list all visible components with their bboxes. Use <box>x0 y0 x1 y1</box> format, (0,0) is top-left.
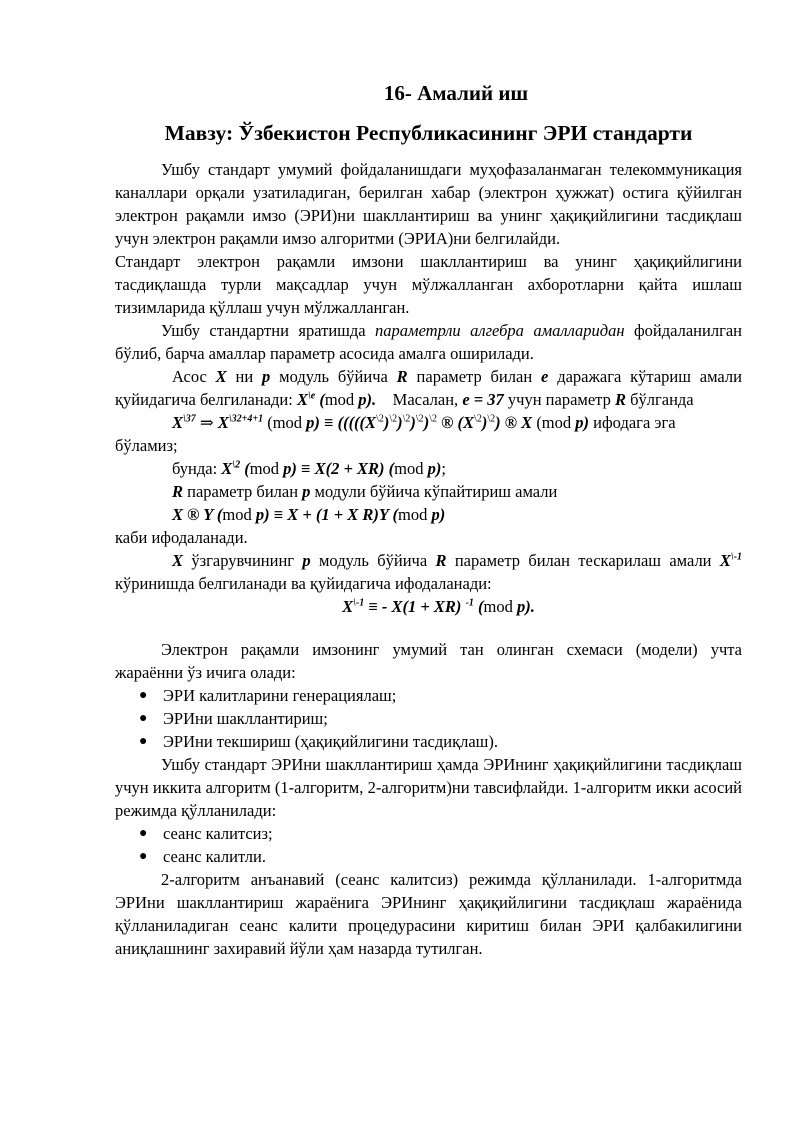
paragraph-inverse-definition <box>115 549 742 595</box>
superscript: \2 <box>389 413 398 425</box>
text-run: бўлганда <box>625 390 694 409</box>
var-x: X <box>217 413 229 432</box>
var-p: p) <box>306 413 320 432</box>
implies-symbol: ⇒ <box>195 413 218 432</box>
paragraph-standard-purpose: Стандарт электрон рақамли имзони шакллантириш ва унинг ҳақиқийлигини тасдиқлашда турли мақсадлар учун мўлжалланган ахборотларни қайта ишлаш тизимларида қўллаш учун мўлжалланган. <box>115 252 742 317</box>
formula-run: ≡ X + (1 + X R)Y ( <box>269 505 399 524</box>
superscript: -1 <box>465 597 474 609</box>
document-page <box>115 78 742 960</box>
var-x: X <box>221 459 233 478</box>
text-run: даражага кўтариш амали қуйидагича белгиланади: <box>115 367 742 409</box>
formula-run: p) <box>423 459 442 478</box>
var-x: X <box>296 390 308 409</box>
process-list <box>115 684 742 753</box>
var-p: p <box>302 482 311 501</box>
text-run: (mod <box>532 413 576 432</box>
text-run: модули бўйича кўпайтириш амали <box>310 482 558 501</box>
page-subtitle: Мавзу: Ўзбекистон Республикасининг ЭРИ стандарти <box>164 121 693 145</box>
paragraph-exponent-definition <box>115 365 742 411</box>
paragraph-intro: Ушбу стандарт умумий фойдаланишдаги муҳофазаланмаган телекоммуникация каналлари орқали узатиладиган, берилган хабар (электрон ҳужжат) остига қўйилган электрон рақамли имзо (ЭРИ)ни шакллантириш ва унинг ҳақиқийлигини тасдиқлаш учун электрон рақамли имзо алгоритми (ЭРИА)ни белгилайди. <box>115 160 742 248</box>
formula-inverse <box>115 595 742 618</box>
superscript: \e <box>307 390 316 402</box>
var-p: p) <box>575 413 590 432</box>
superscript: \2 <box>415 413 424 425</box>
superscript: \2 <box>487 413 496 425</box>
bullet-dot-icon: ● <box>139 711 148 726</box>
formula-run: ) <box>481 413 488 432</box>
bullet-dot-icon: ● <box>139 826 148 841</box>
text-run: (mod <box>263 413 307 432</box>
mod-text: mod <box>483 597 513 616</box>
mode-list <box>115 822 742 868</box>
mod-text: mod <box>398 505 428 524</box>
var-x: X <box>172 551 184 570</box>
italic-term: параметрли алгебра амалларидан <box>375 321 625 340</box>
paragraph-parametric-algebra <box>115 319 742 365</box>
list-item-text: ЭРИни шакллантириш; <box>163 709 328 728</box>
text-run: параметр билан <box>183 482 303 501</box>
paragraph-eri-model: Электрон рақамли имзонинг умумий тан олинган схемаси (модели) учта жараённи ўз ичига олади: <box>115 640 742 682</box>
text-run: ( <box>315 390 325 409</box>
formula-run: X ® Y ( <box>172 505 223 524</box>
var-x: X <box>719 551 731 570</box>
formula-run: p) <box>251 505 270 524</box>
paragraph-algorithms: Ушбу стандарт ЭРИни шакллантириш ҳамда ЭРИнинг ҳақиқийлигини тасдиқлаш учун иккита алгоритм (1-алгоритм, 2-алгоритм)ни тавсифлайди. 1-алгоритм икки асосий режимда қўлланилади: <box>115 755 742 820</box>
formula-multiplication-label <box>115 480 742 503</box>
formula-continuation: каби ифодаланади. <box>115 528 248 547</box>
formula-run: p) <box>427 505 446 524</box>
page-title: 16- Амалий иш <box>383 81 529 105</box>
formula-exponent-example <box>115 411 742 434</box>
formula-run: ≡ (((((X <box>319 413 377 432</box>
var-x: X <box>215 367 227 386</box>
var-r: R <box>614 390 626 409</box>
text-run: параметр билан <box>407 367 542 386</box>
example-value: e = 37 <box>462 390 504 409</box>
text-run: бунда: <box>172 459 222 478</box>
var-r: R <box>172 482 184 501</box>
list-item <box>115 684 742 707</box>
superscript: \32+4+1 <box>228 413 264 425</box>
superscript: \2 <box>474 413 482 425</box>
text-run: модуль бўйича <box>270 367 397 386</box>
superscript: \2 <box>402 413 411 425</box>
mod-text: mod <box>249 459 280 478</box>
formula-run: ≡ - X(1 + XR) <box>364 597 466 616</box>
var-x: X <box>172 413 184 432</box>
text-run: Асос <box>172 367 216 386</box>
var-r: R <box>435 551 447 570</box>
list-item <box>115 822 742 845</box>
text-run: Ушбу стандартни яратишда <box>161 321 376 340</box>
list-item-text: сеанс калитсиз; <box>163 824 273 843</box>
formula-run: ® (X <box>436 413 475 432</box>
text-run: фойдаланилган бўлиб, барча амаллар параметр асосида амалга оширилади. <box>115 321 742 363</box>
formula-multiplication <box>115 503 742 526</box>
formula-run: ( <box>473 597 484 616</box>
list-item <box>115 707 742 730</box>
list-item-text: ЭРИни текшириш (ҳақиқийлигини тасдиқлаш). <box>163 732 498 751</box>
superscript: \2 <box>429 413 437 425</box>
text-run: p). <box>354 390 377 409</box>
formula-run: ≡ X(2 + XR) ( <box>296 459 395 478</box>
list-item-text: сеанс калитли. <box>163 847 266 866</box>
text-run: ифодага эга <box>589 413 676 432</box>
superscript: \-1 <box>353 597 365 609</box>
bullet-dot-icon: ● <box>139 734 148 749</box>
text-run: ўзгарувчининг <box>183 551 303 570</box>
list-item <box>115 845 742 868</box>
superscript: \2 <box>376 413 384 425</box>
text-run: Масалан, <box>376 390 463 409</box>
var-r: R <box>396 367 408 386</box>
var-e: e <box>541 367 549 386</box>
list-item <box>115 730 742 753</box>
formula-run: ) <box>397 413 403 432</box>
var-x: X <box>342 597 354 616</box>
superscript: \2 <box>232 459 241 471</box>
mod-text: mod <box>324 390 355 409</box>
text-run: кўринишда белгиланади ва қуйидагича ифодаланади: <box>115 574 492 593</box>
mod-text: mod <box>394 459 424 478</box>
formula-run: p). <box>512 597 535 616</box>
formula-continuation: бўламиз; <box>115 436 178 455</box>
formula-run: ) ® X <box>495 413 533 432</box>
list-item-text: ЭРИ калитларини генерациялаш; <box>163 686 397 705</box>
text-run: ни <box>226 367 263 386</box>
text-run: ; <box>441 459 446 478</box>
var-p: p <box>302 551 311 570</box>
text-run: учун параметр <box>503 390 615 409</box>
bullet-dot-icon: ● <box>139 688 148 703</box>
formula-run: ( <box>240 459 250 478</box>
formula-run: p) <box>279 459 297 478</box>
formula-run: ) <box>410 413 416 432</box>
formula-run: ) <box>383 413 390 432</box>
var-p: p <box>262 367 271 386</box>
text-run: модуль бўйича <box>310 551 436 570</box>
formula-square <box>115 457 742 480</box>
paragraph-algorithm-2: 2-алгоритм анъанавий (сеанс калитсиз) режимда қўлланилади. 1-алгоритмда ЭРИни шакллантириш жараёнига ЭРИнинг ҳақиқийлигини тасдиқлаш жараёнида қўлланиладиган сеанс калити процедурасини киритиш билан ЭРИ қалбакилигини аниқлашнинг захиравий йўли ҳам назарда тутилган. <box>115 870 742 958</box>
bullet-dot-icon: ● <box>139 849 148 864</box>
text-run: параметр билан тескарилаш амали <box>446 551 720 570</box>
superscript: \-1 <box>730 551 742 563</box>
superscript: \37 <box>183 413 196 425</box>
mod-text: mod <box>222 505 252 524</box>
formula-run: ) <box>423 413 430 432</box>
